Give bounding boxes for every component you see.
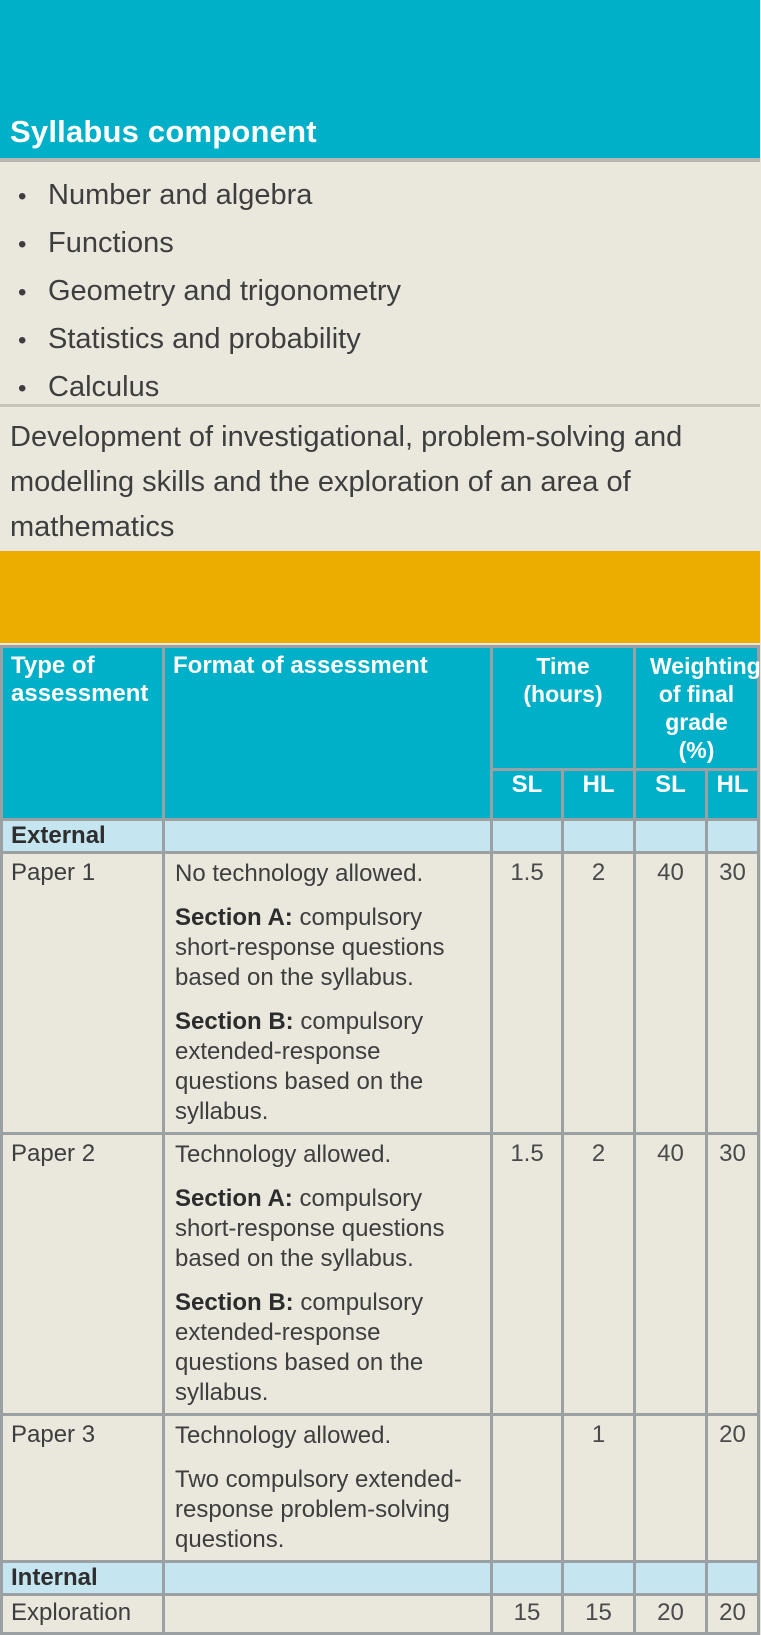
row-label-paper3: Paper 3 bbox=[2, 1415, 164, 1562]
exploration-time-hl: 15 bbox=[563, 1595, 635, 1634]
table-section-row-internal bbox=[2, 1562, 759, 1595]
paper3-time-sl bbox=[492, 1415, 563, 1562]
paper2-section-b bbox=[175, 1288, 480, 1408]
paper1-weight-hl: 30 bbox=[707, 853, 759, 1134]
paper2-section-a bbox=[175, 1184, 480, 1274]
bullet-dot-icon: • bbox=[18, 231, 27, 258]
syllabus-topics-section bbox=[0, 162, 760, 407]
paper1-section-b-text: compulsory extended-response questions based on the syllabus. bbox=[175, 1008, 424, 1125]
empty-cell bbox=[563, 1562, 635, 1595]
list-item bbox=[18, 316, 760, 364]
column-header-weighting-hl: HL bbox=[707, 770, 759, 820]
table-section-row-external bbox=[2, 820, 759, 853]
empty-cell bbox=[635, 820, 707, 853]
syllabus-topic-label: Functions bbox=[48, 227, 174, 259]
format-cell-paper1 bbox=[164, 853, 492, 1134]
table-row-exploration bbox=[2, 1595, 759, 1634]
column-header-weighting-sl: SL bbox=[635, 770, 707, 820]
row-label-exploration: Exploration bbox=[2, 1595, 164, 1634]
paper1-time-hl: 2 bbox=[563, 853, 635, 1134]
column-header-time-hl: HL bbox=[563, 770, 635, 820]
paper1-section-b bbox=[175, 1007, 480, 1127]
format-cell-paper2 bbox=[164, 1134, 492, 1415]
paper3-intro: Technology allowed. bbox=[175, 1422, 392, 1449]
empty-cell bbox=[492, 1562, 563, 1595]
syllabus-component-title: Syllabus component bbox=[10, 114, 317, 149]
table-row-paper1 bbox=[2, 853, 759, 1134]
syllabus-topic-label: Geometry and trigonometry bbox=[48, 275, 401, 307]
syllabus-component-header-band bbox=[0, 0, 760, 162]
bullet-dot-icon: • bbox=[18, 183, 27, 210]
paper1-weight-sl: 40 bbox=[635, 853, 707, 1134]
exploration-weight-hl: 20 bbox=[707, 1595, 759, 1634]
empty-cell bbox=[707, 1562, 759, 1595]
column-header-type-of-assessment: Type of assessment bbox=[2, 647, 164, 820]
list-item bbox=[18, 220, 760, 268]
bullet-dot-icon: • bbox=[18, 375, 27, 402]
row-label-paper1: Paper 1 bbox=[2, 853, 164, 1134]
empty-cell bbox=[164, 1562, 492, 1595]
paper2-section-a-label: Section A: bbox=[175, 1185, 293, 1212]
paper2-time-sl: 1.5 bbox=[492, 1134, 563, 1415]
column-group-header-time-hours: Time (hours) bbox=[492, 647, 635, 770]
empty-cell bbox=[707, 820, 759, 853]
column-group-header-weighting: Weighting of final grade (%) bbox=[635, 647, 759, 770]
bullet-dot-icon: • bbox=[18, 327, 27, 354]
paper1-intro: No technology allowed. bbox=[175, 860, 424, 887]
exploration-time-sl: 15 bbox=[492, 1595, 563, 1634]
list-item bbox=[18, 172, 760, 220]
paper1-time-sl: 1.5 bbox=[492, 853, 563, 1134]
list-item bbox=[18, 364, 760, 412]
paper2-section-b-label: Section B: bbox=[175, 1289, 294, 1316]
paper1-section-a bbox=[175, 903, 480, 993]
paper3-detail: Two compulsory extended-response problem-solving questions. bbox=[175, 1466, 462, 1553]
syllabus-topic-list bbox=[0, 164, 760, 412]
orange-divider-band bbox=[0, 551, 760, 643]
paper2-section-b-text: compulsory extended-response questions based on the syllabus. bbox=[175, 1289, 424, 1406]
empty-cell bbox=[563, 820, 635, 853]
paper2-time-hl: 2 bbox=[563, 1134, 635, 1415]
paper3-weight-sl bbox=[635, 1415, 707, 1562]
section-label-internal: Internal bbox=[2, 1562, 164, 1595]
syllabus-topic-label: Number and algebra bbox=[48, 179, 313, 211]
paper2-intro: Technology allowed. bbox=[175, 1141, 392, 1168]
table-row-paper2 bbox=[2, 1134, 759, 1415]
syllabus-topic-label: Calculus bbox=[48, 371, 160, 403]
syllabus-topic-label: Statistics and probability bbox=[48, 323, 361, 355]
section-label-external: External bbox=[2, 820, 164, 853]
paper1-section-a-text: compulsory short-response questions based on the syllabus. bbox=[175, 904, 445, 991]
empty-cell bbox=[635, 1562, 707, 1595]
assessment-overview-table bbox=[0, 645, 760, 1635]
paper1-section-b-label: Section B: bbox=[175, 1008, 294, 1035]
paper3-weight-hl: 20 bbox=[707, 1415, 759, 1562]
row-label-paper2: Paper 2 bbox=[2, 1134, 164, 1415]
exploration-weight-sl: 20 bbox=[635, 1595, 707, 1634]
paper2-weight-sl: 40 bbox=[635, 1134, 707, 1415]
empty-cell bbox=[164, 1595, 492, 1634]
column-header-time-sl: SL bbox=[492, 770, 563, 820]
table-row-paper3 bbox=[2, 1415, 759, 1562]
paper2-section-a-text: compulsory short-response questions based on the syllabus. bbox=[175, 1185, 445, 1272]
paper3-time-hl: 1 bbox=[563, 1415, 635, 1562]
format-cell-paper3 bbox=[164, 1415, 492, 1562]
column-header-format-of-assessment: Format of assessment bbox=[164, 647, 492, 820]
paper1-section-a-label: Section A: bbox=[175, 904, 293, 931]
empty-cell bbox=[492, 820, 563, 853]
empty-cell bbox=[164, 820, 492, 853]
paper2-weight-hl: 30 bbox=[707, 1134, 759, 1415]
development-skills-text: Development of investigational, problem-solving and modelling skills and the exploration of an area of mathematics bbox=[10, 421, 683, 543]
list-item bbox=[18, 268, 760, 316]
table-header-row-groups bbox=[2, 647, 759, 770]
bullet-dot-icon: • bbox=[18, 279, 27, 306]
